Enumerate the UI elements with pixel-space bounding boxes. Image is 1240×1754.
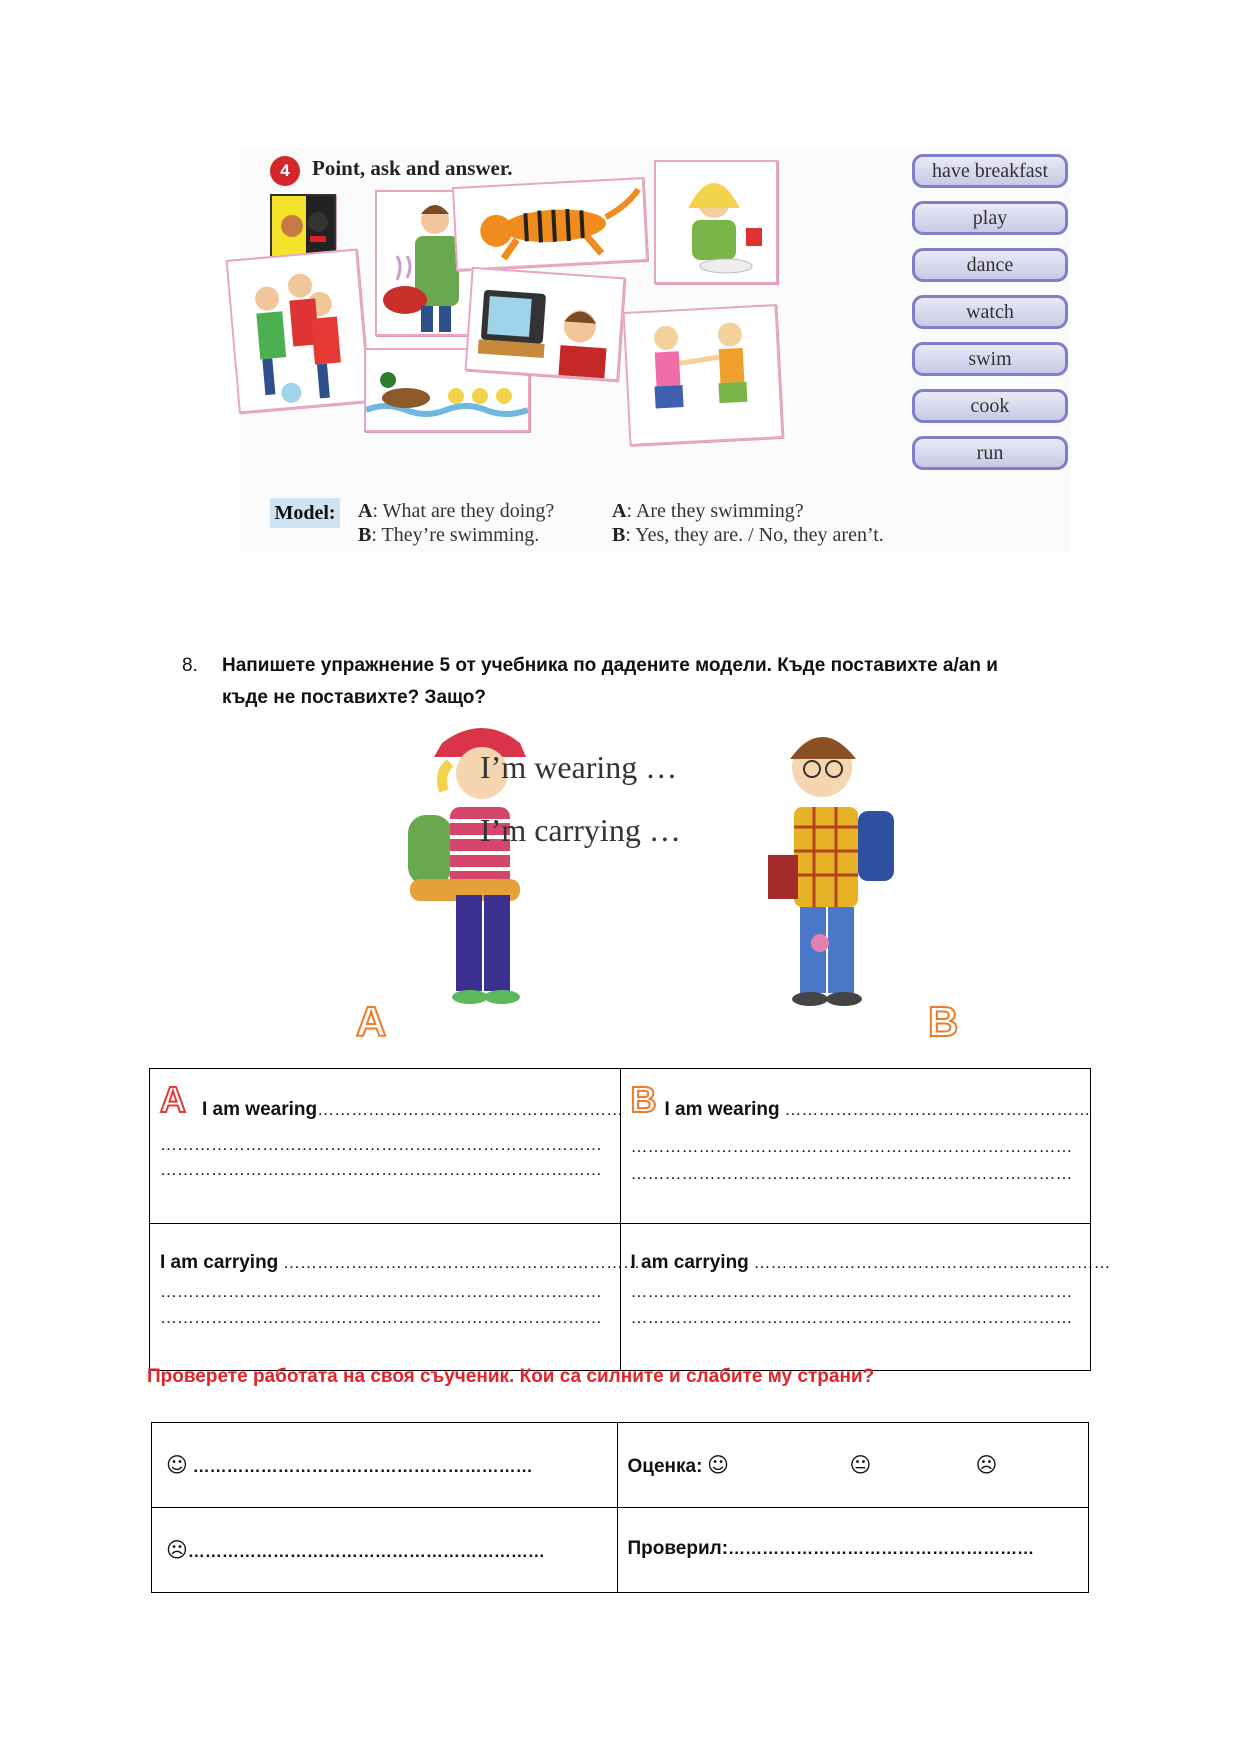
a-carrying-line[interactable]: I am carrying ……………………………………………………… [160,1252,641,1273]
girls-dancing-illustration [623,304,784,446]
cell-a-wearing[interactable] [150,1069,624,1223]
checked-by-cell[interactable] [618,1508,1089,1592]
verb-cook: cook [912,389,1068,423]
boys-playing-illustration [226,249,371,414]
watching-tv-illustration [465,267,626,381]
weaknesses-cell[interactable] [152,1508,617,1592]
girl-breakfast-illustration [654,160,778,284]
grade-cell[interactable] [618,1423,1089,1507]
label-b: B [928,998,959,1045]
exercise-title: Point, ask and answer. [312,156,513,180]
grade-frown-icon[interactable]: ☹ [975,1453,998,1477]
verb-play: play [912,201,1068,235]
b-wearing-dots-2[interactable]: …………………………………………………………………… [630,1164,1073,1183]
phrase-carrying: I’m carrying … [480,812,681,848]
cell-b-wearing[interactable] [621,1069,1091,1223]
smile-icon: ☺ [166,1453,188,1477]
a-wearing-line[interactable]: I am wearing……………………………………………… [202,1099,624,1120]
kids-illustration [380,715,920,1045]
tiger-running-illustration [452,177,648,271]
label-b-small: B [630,1079,657,1120]
frown-icon: ☹ [166,1538,188,1562]
grade-label: Оценка: ☺ [627,1453,730,1477]
exercise-number-badge: 4 [270,156,300,186]
b-wearing-dots-1[interactable]: …………………………………………………………………… [630,1137,1073,1156]
verb-have-breakfast: have breakfast [912,154,1068,188]
model-line-a1: A: What are they doing? [358,500,555,522]
strengths-line[interactable]: ☺ …………………………………………………… [166,1453,533,1477]
cell-a-carrying[interactable] [150,1224,641,1370]
model-label: Model: [270,498,340,528]
label-a-small: A [160,1079,186,1120]
verb-watch: watch [912,295,1068,329]
a-wearing-dots-1[interactable]: …………………………………………………………………… [160,1135,602,1154]
a-carrying-dots-2[interactable]: …………………………………………………………………… [160,1308,602,1327]
a-carrying-dots-1[interactable]: …………………………………………………………………… [160,1282,602,1301]
verb-swim: swim [912,342,1068,376]
grade-neutral-icon[interactable]: 😐 [849,1453,872,1477]
grade-smile-icon[interactable]: ☺ [707,1453,730,1477]
b-carrying-line[interactable]: I am carrying ……………………………………………………… [630,1252,1111,1273]
task-instruction: Напишете упражнение 5 от учебника по дадените модели. Къде поставихте a/an и къде не поставихте? Защо? [222,655,998,708]
weaknesses-line[interactable]: ☹……………………………………………………… [166,1538,545,1562]
cell-b-carrying[interactable] [621,1224,1111,1370]
task-number: 8. [182,655,198,676]
peer-check-instruction: Проверете работата на своя съученик. Кои са силните и слабите му страни? [147,1366,875,1387]
label-a: A [356,998,387,1045]
b-carrying-dots-2[interactable]: …………………………………………………………………… [630,1308,1073,1327]
verb-run: run [912,436,1068,470]
model-line-b1: B: They’re swimming. [358,524,540,546]
b-carrying-dots-1[interactable]: …………………………………………………………………… [630,1282,1073,1301]
phrase-wearing: I’m wearing … [480,749,678,785]
peer-check-table [151,1422,1089,1593]
model-line-a2: A: Are they swimming? [612,500,804,522]
textbook-exercise-4 [240,148,1072,552]
verb-dance: dance [912,248,1068,282]
b-wearing-line[interactable]: I am wearing ……………………………………………… [664,1099,1091,1120]
model-line-b2: B: Yes, they are. / No, they aren’t. [612,524,884,546]
strengths-cell[interactable] [152,1423,617,1507]
exercise-4-panel [240,148,1070,552]
a-wearing-dots-2[interactable]: …………………………………………………………………… [160,1160,602,1179]
answer-table [149,1068,1111,1371]
checked-by-line[interactable]: Проверил:……………………………………………… [627,1538,1035,1559]
